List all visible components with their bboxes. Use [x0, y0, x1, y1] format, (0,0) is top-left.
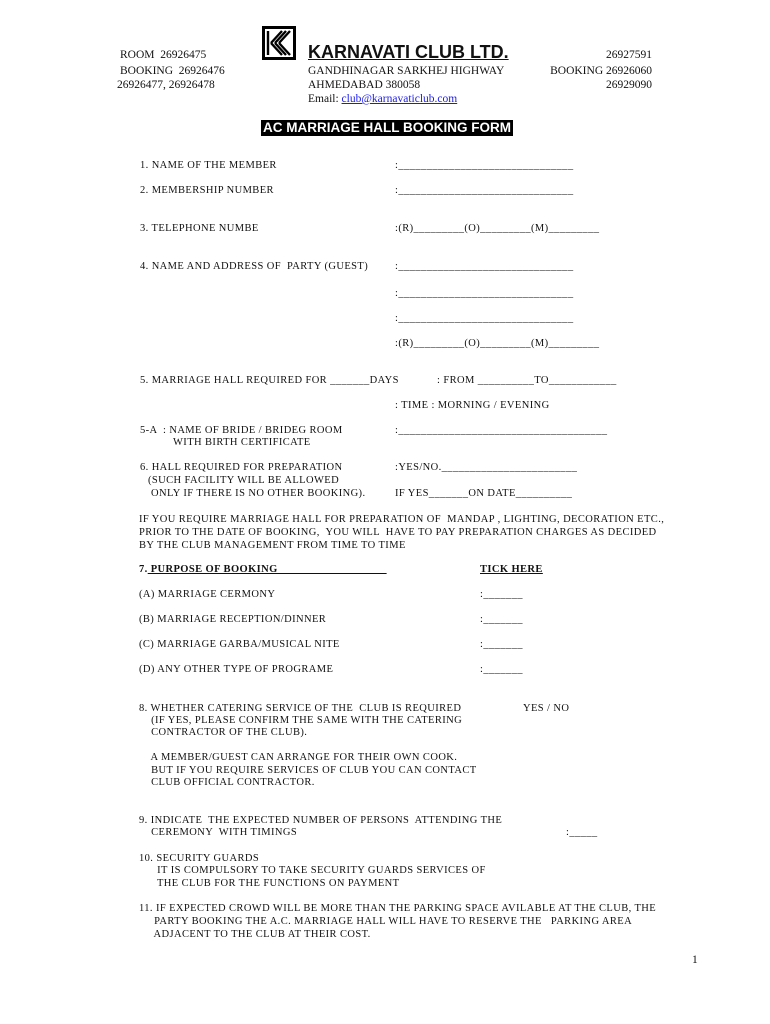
- time-choice[interactable]: : TIME : MORNING / EVENING: [395, 400, 550, 411]
- club-name: KARNAVATI CLUB LTD.: [308, 42, 509, 62]
- field-5-label: 5. MARRIAGE HALL REQUIRED FOR _______DAYS: [140, 375, 399, 386]
- purpose-d-tick[interactable]: :_______: [480, 664, 523, 675]
- purpose-a-label: (A) MARRIAGE CERMONY: [139, 589, 276, 600]
- field-8-line-3: CONTRACTOR OF THE CLUB).: [139, 727, 308, 738]
- field-6-note-1: (SUCH FACILITY WILL BE ALLOWED: [148, 475, 340, 486]
- preparation-note-1: IF YOU REQUIRE MARRIAGE HALL FOR PREPARATION OF MANDAP , LIGHTING, DECORATION ETC.,: [139, 514, 665, 525]
- field-8-note-1: A MEMBER/GUEST CAN ARRANGE FOR THEIR OWN COOK.: [139, 752, 458, 763]
- field-9-line-1: 9. INDICATE THE EXPECTED NUMBER OF PERSONS ATTENDING THE: [139, 815, 503, 826]
- karnavati-club-logo-icon: [262, 26, 296, 60]
- address-line-1: GANDHINAGAR SARKHEJ HIGHWAY: [308, 65, 505, 77]
- preparation-date-field[interactable]: IF YES_______ON DATE__________: [395, 488, 573, 499]
- email-link[interactable]: club@karnavaticlub.com: [341, 93, 458, 105]
- party-address-field-1[interactable]: :_______________________________: [395, 288, 574, 299]
- purpose-a-tick[interactable]: :_______: [480, 589, 523, 600]
- field-6-label: 6. HALL REQUIRED FOR PREPARATION: [140, 462, 343, 473]
- field-10-line-3: THE CLUB FOR THE FUNCTIONS ON PAYMENT: [139, 878, 400, 889]
- field-7-label: PURPOSE OF BOOKING: [147, 564, 387, 575]
- preparation-yesno-field[interactable]: :YES/NO.________________________: [395, 462, 578, 473]
- booking-phone: BOOKING 26926476: [120, 65, 225, 77]
- preparation-note-3: BY THE CLUB MANAGEMENT FROM TIME TO TIME: [139, 540, 406, 551]
- party-telephone-field[interactable]: :(R)_________(O)_________(M)_________: [395, 338, 600, 349]
- field-6-note-2: ONLY IF THERE IS NO OTHER BOOKING).: [151, 488, 366, 499]
- member-name-field[interactable]: :_______________________________: [395, 160, 574, 171]
- field-8-line-2: (IF YES, PLEASE CONFIRM THE SAME WITH THE CATERING: [139, 715, 463, 726]
- field-11-line-1: 11. IF EXPECTED CROWD WILL BE MORE THAN THE PARKING SPACE AVILABLE AT THE CLUB, THE: [139, 903, 657, 914]
- field-10-line-2: IT IS COMPULSORY TO TAKE SECURITY GUARDS SERVICES OF: [139, 865, 486, 876]
- form-title: AC MARRIAGE HALL BOOKING FORM: [263, 120, 511, 135]
- field-9-line-2: CEREMONY WITH TIMINGS: [139, 827, 298, 838]
- field-5a-label: 5-A : NAME OF BRIDE / BRIDEG ROOM: [140, 425, 343, 436]
- phone-right-2: 26929090: [606, 79, 652, 91]
- party-name-field[interactable]: :_______________________________: [395, 261, 574, 272]
- field-10-line-1: 10. SECURITY GUARDS: [139, 853, 260, 864]
- page-number: 1: [692, 954, 698, 966]
- booking-right: BOOKING 26926060: [550, 65, 652, 77]
- membership-number-field[interactable]: :_______________________________: [395, 185, 574, 196]
- party-address-field-2[interactable]: :_______________________________: [395, 313, 574, 324]
- catering-yesno[interactable]: YES / NO: [523, 703, 570, 714]
- field-8-note-3: CLUB OFFICIAL CONTRACTOR.: [139, 777, 315, 788]
- telephone-field[interactable]: :(R)_________(O)_________(M)_________: [395, 223, 600, 234]
- field-1-label: 1. NAME OF THE MEMBER: [140, 160, 277, 171]
- field-3-label: 3. TELEPHONE NUMBE: [140, 223, 259, 234]
- field-4-label: 4. NAME AND ADDRESS OF PARTY (GUEST): [140, 261, 369, 272]
- field-8-line-1: 8. WHETHER CATERING SERVICE OF THE CLUB IS REQUIRED: [139, 703, 462, 714]
- bride-groom-name-field[interactable]: :_____________________________________: [395, 425, 608, 436]
- field-5a-sublabel: WITH BIRTH CERTIFICATE: [173, 437, 311, 448]
- extra-phones: 26926477, 26926478: [117, 79, 215, 91]
- purpose-c-label: (C) MARRIAGE GARBA/MUSICAL NITE: [139, 639, 340, 650]
- email-line: [308, 94, 457, 106]
- preparation-note-2: PRIOR TO THE DATE OF BOOKING, YOU WILL HAVE TO PAY PREPARATION CHARGES AS DECIDED: [139, 527, 657, 538]
- expected-persons-field[interactable]: :_____: [566, 827, 598, 838]
- purpose-b-tick[interactable]: :_______: [480, 614, 523, 625]
- purpose-d-label: (D) ANY OTHER TYPE OF PROGRAME: [139, 664, 334, 675]
- field-7-number: 7.: [139, 564, 148, 575]
- field-11-line-3: ADJACENT TO THE CLUB AT THEIR COST.: [139, 929, 371, 940]
- purpose-b-label: (B) MARRIAGE RECEPTION/DINNER: [139, 614, 327, 625]
- field-8-note-2: BUT IF YOU REQUIRE SERVICES OF CLUB YOU CAN CONTACT: [139, 765, 477, 776]
- room-phone: ROOM 26926475: [120, 49, 207, 61]
- field-11-line-2: PARTY BOOKING THE A.C. MARRIAGE HALL WILL HAVE TO RESERVE THE PARKING AREA: [139, 916, 633, 927]
- phone-right-1: 26927591: [606, 49, 652, 61]
- date-range-field[interactable]: : FROM __________TO____________: [437, 375, 617, 386]
- tick-here-heading: TICK HERE: [480, 564, 543, 575]
- purpose-c-tick[interactable]: :_______: [480, 639, 523, 650]
- field-2-label: 2. MEMBERSHIP NUMBER: [140, 185, 274, 196]
- field-7-heading: [139, 565, 387, 576]
- address-line-2: AHMEDABAD 380058: [308, 79, 421, 91]
- email-label: Email:: [308, 93, 342, 105]
